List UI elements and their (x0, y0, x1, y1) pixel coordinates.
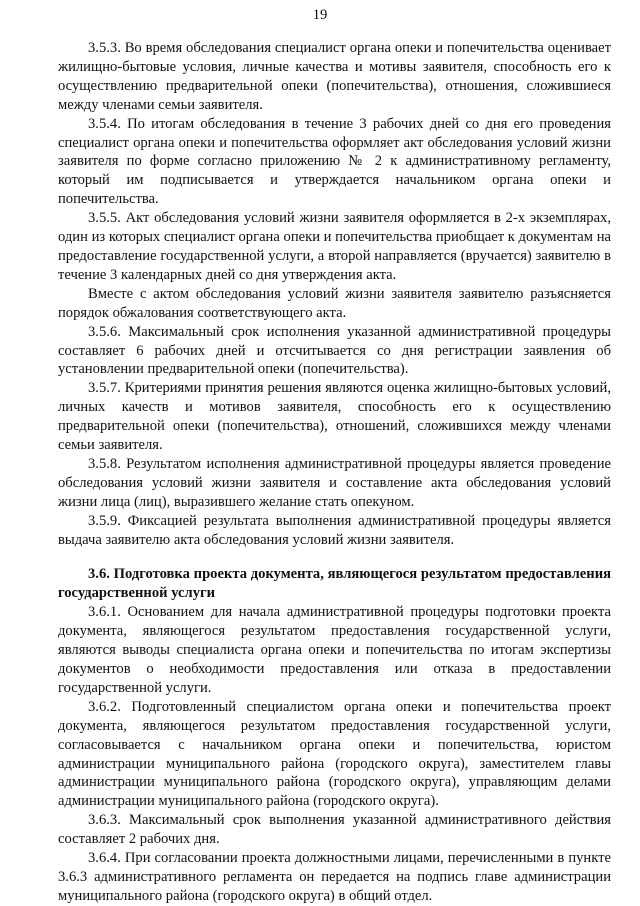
page-number: 19 (312, 7, 328, 23)
paragraph-3-5-3: 3.5.3. Во время обследования специалист органа опеки и попечительства оценивает жилищно-бытовые условия, личные качества и мотивы заявителя, способность его к осуществлению предварительной опеки (попечительства), отношения, сложившиеся между членами семьи заявителя. (58, 40, 611, 113)
paragraph-3-6-2: 3.6.2. Подготовленный специалистом органа опеки и попечительства проект документа, являющегося результатом предоставления государственной услуги, согласовывается с начальником органа опеки и попечительства, юристом администрации муниципального района (городского округа), заместителем главы администрации муниципального района (городского округа), управляющим делами администрации муниципального района (городского округа). (58, 698, 611, 810)
paragraph-3-5-8: 3.5.8. Результатом исполнения административной процедуры является проведение обследования условий жизни заявителя и составление акта обследования условий жизни лица (лиц), выразившего желание стать опекуном. (58, 455, 611, 510)
paragraph-3-5-7: 3.5.7. Критериями принятия решения являются оценка жилищно-бытовых условий, личных качеств и мотивов заявителя, способность его к осуществлению предварительной опеки (попечительства), отношений, сложившихся между членами семьи заявителя. (58, 380, 611, 454)
section-heading-3-6: 3.6. Подготовка проекта документа, являющегося результатом предоставления государственной услуги (58, 566, 611, 602)
paragraph-3-6-1: 3.6.1. Основанием для начала административной процедуры подготовки проекта документа, являющегося результатом предоставления государственной услуги, являются выводы специалиста органа опеки и попечительства по итогам экспертизы документов о необходимости предоставления или отказа в предоставлении государственной услуги. (58, 604, 611, 696)
paragraph-appeal-note: Вместе с актом обследования условий жизни заявителя заявителю разъясняется порядок обжалования соответствующего акта. (58, 285, 611, 321)
paragraph-3-6-3: 3.6.3. Максимальный срок выполнения указанной административного действия составляет 2 рабочих дня. (58, 812, 611, 848)
paragraph-3-5-5: 3.5.5. Акт обследования условий жизни заявителя оформляется в 2-х экземплярах, один из которых специалист органа опеки и попечительства приобщает к документам на предоставление государственной услуги, а второй направляется (вручается) заявителю в течение 3 календарных дней со дня утверждения акта. (58, 210, 611, 283)
paragraph-3-5-6: 3.5.6. Максимальный срок исполнения указанной административной процедуры составляет 6 рабочих дней и отсчитывается со дня регистрации заявления об установлении предварительной опеки (попечительства). (58, 323, 611, 378)
document-body (58, 39, 611, 906)
paragraph-3-5-4: 3.5.4. По итогам обследования в течение 3 рабочих дней со дня его проведения специалист органа опеки и попечительства оформляет акт обследования условий жизни заявителя по форме согласно приложению № 2 к административному регламенту, который им подписывается и утверждается начальником органа опеки и попечительства. (58, 115, 611, 208)
paragraph-3-5-9: 3.5.9. Фиксацией результата выполнения административной процедуры является выдача заявителю акта обследования условий жизни заявителя. (58, 512, 611, 548)
paragraph-3-6-4: 3.6.4. При согласовании проекта должностными лицами, перечисленными в пункте 3.6.3 административного регламента он передается на подпись главе администрации муниципального района (городского округа) в общий отдел. (58, 850, 611, 904)
